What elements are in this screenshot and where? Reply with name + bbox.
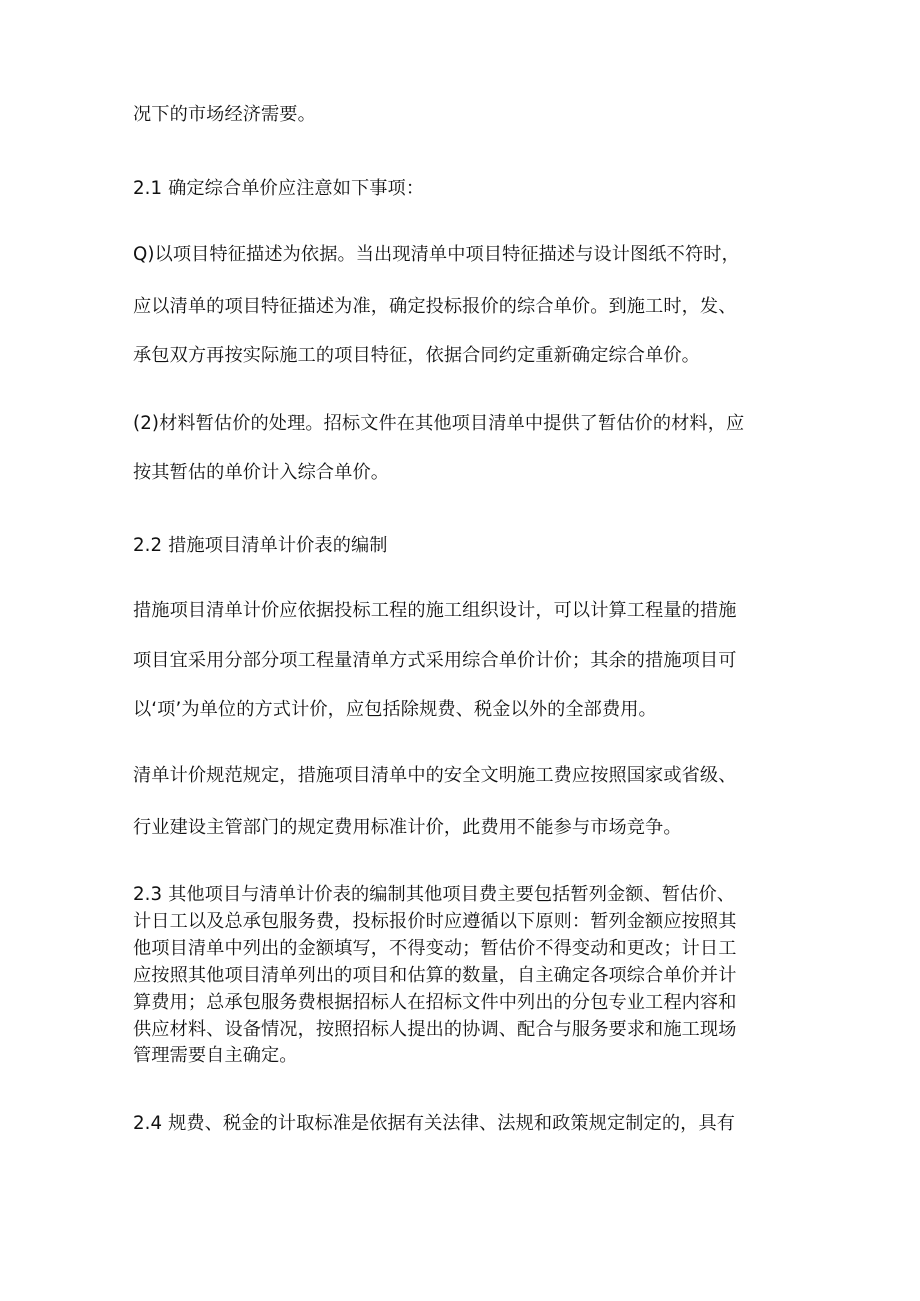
text-line: Q)以项目特征描述为依据。当出现清单中项目特征描述与设计图纸不符时， xyxy=(133,244,740,265)
text-line: 供应材料、设备情况，按照招标人提出的协调、配合与服务要求和施工现场 xyxy=(133,1019,737,1040)
text-line: 计日工以及总承包服务费，投标报价时应遵循以下原则：暂列金额应按照其 xyxy=(133,911,737,932)
text-line: 算费用；总承包服务费根据招标人在招标文件中列出的分包专业工程内容和 xyxy=(133,992,737,1013)
text-line: 管理需要自主确定。 xyxy=(133,1045,298,1066)
text-line: 措施项目清单计价应依据投标工程的施工组织设计，可以计算工程量的措施 xyxy=(133,600,737,621)
text-line: 承包双方再按实际施工的项目特征，依据合同约定重新确定综合单价。 xyxy=(133,345,700,366)
section-heading-2-1: 2.1 确定综合单价应注意如下事项： xyxy=(133,178,425,199)
text-line: 行业建设主管部门的规定费用标准计价，此费用不能参与市场竞争。 xyxy=(133,817,682,838)
text-line: 按其暂估的单价计入综合单价。 xyxy=(133,462,390,483)
text-line: 清单计价规范规定，措施项目清单中的安全文明施工费应按照国家或省级、 xyxy=(133,765,737,786)
text-line: 项目宜采用分部分项工程量清单方式采用综合单价计价；其余的措施项目可 xyxy=(133,650,737,671)
text-line: 应以清单的项目特征描述为准，确定投标报价的综合单价。到施工时，发、 xyxy=(133,296,737,317)
text-line: (2)材料暂估价的处理。招标文件在其他项目清单中提供了暂估价的材料，应 xyxy=(133,413,745,434)
text-line: 以‘项’为单位的方式计价，应包括除规费、税金以外的全部费用。 xyxy=(133,699,657,720)
text-line: 况下的市场经济需要。 xyxy=(133,104,316,125)
section-heading-2-2: 2.2 措施项目清单计价表的编制 xyxy=(133,535,388,556)
section-heading-2-4: 2.4 规费、税金的计取标准是依据有关法律、法规和政策规定制定的，具有 xyxy=(133,1113,736,1134)
text-line: 他项目清单中列出的金额填写，不得变动；暂估价不得变动和更改；计日工 xyxy=(133,938,737,959)
text-line: 应按照其他项目清单列出的项目和估算的数量，自主确定各项综合单价并计 xyxy=(133,965,737,986)
text-line: 2.3 其他项目与清单计价表的编制其他项目费主要包括暂列金额、暂估价、 xyxy=(133,884,736,905)
